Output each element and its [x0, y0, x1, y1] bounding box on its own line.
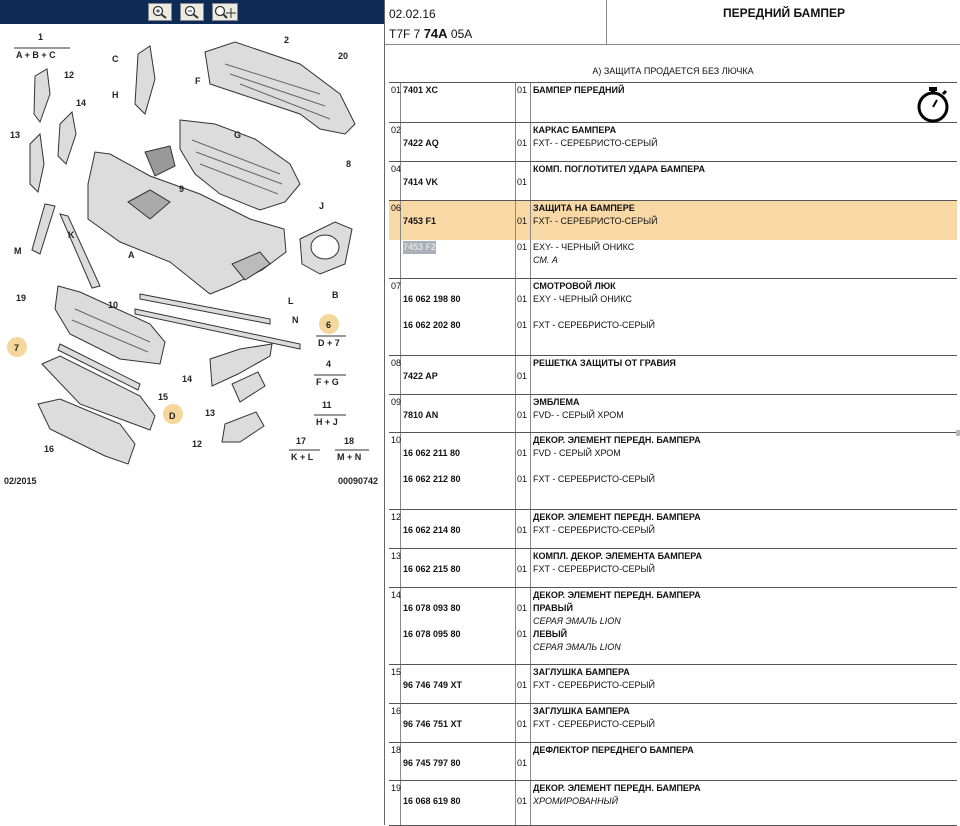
part-number[interactable]: 16 062 215 80: [403, 564, 461, 574]
zoom-out-icon: [184, 5, 200, 19]
label-1: 1: [38, 32, 44, 42]
part-description: РЕШЕТКА ЗАЩИТЫ ОТ ГРАВИЯ: [533, 358, 676, 368]
row-index: 02: [391, 125, 402, 135]
part-number[interactable]: 7414 VK: [403, 177, 439, 187]
row-index: 19: [391, 783, 402, 793]
label-L: L: [288, 296, 294, 306]
table-row[interactable]: [389, 240, 957, 279]
table-row[interactable]: [389, 356, 957, 395]
part-description: FXT - СЕРЕБРИСТО-СЕРЫЙ: [533, 719, 655, 729]
part-description: FXT - СЕРЕБРИСТО-СЕРЫЙ: [533, 320, 655, 330]
label-16: 16: [44, 444, 55, 454]
row-index: 16: [391, 706, 402, 716]
part-description: EXY - ЧЕРНЫЙ ОНИКС: [533, 294, 632, 304]
part-description: FVD- - СЕРЫЙ ХРОМ: [533, 410, 624, 420]
parts-list-panel: [384, 0, 960, 825]
label-2: 2: [284, 35, 290, 45]
row-index: 08: [391, 358, 402, 368]
label-20: 20: [338, 51, 349, 61]
part-description: ЛЕВЫЙ: [533, 629, 568, 639]
row-index: 09: [391, 397, 402, 407]
label-6: 6: [326, 320, 332, 330]
label-4-sub: F + G: [316, 377, 339, 387]
label-M: M: [14, 246, 22, 256]
part-description: ПРАВЫЙ: [533, 603, 573, 613]
table-row[interactable]: [389, 395, 957, 433]
table-row[interactable]: [389, 704, 957, 743]
label-G: G: [234, 130, 242, 140]
label-12: 12: [64, 70, 75, 80]
row-index: 04: [391, 164, 402, 174]
label-6-sub: D + 7: [318, 338, 340, 348]
quantity: 01: [517, 758, 528, 768]
part-number[interactable]: 16 062 212 80: [403, 474, 461, 484]
quantity: 01: [517, 320, 528, 330]
part-description: ДЕКОР. ЭЛЕМЕНТ ПЕРЕДН. БАМПЕРА: [533, 435, 701, 445]
header-code: T7F 7 74A 05A: [389, 26, 473, 41]
part-description: КОМПЛ. ДЕКОР. ЭЛЕМЕНТА БАМПЕРА: [533, 551, 702, 561]
part-number[interactable]: 16 078 095 80: [403, 629, 461, 639]
part-description: FXT - СЕРЕБРИСТО-СЕРЫЙ: [533, 680, 655, 690]
row-index: 12: [391, 512, 402, 522]
part-description: ДЕКОР. ЭЛЕМЕНТ ПЕРЕДН. БАМПЕРА: [533, 783, 701, 793]
part-description: СЕРАЯ ЭМАЛЬ LION: [533, 642, 621, 652]
table-row[interactable]: [389, 201, 957, 240]
label-12b: 12: [192, 439, 203, 449]
label-13b: 13: [205, 408, 216, 418]
part-number[interactable]: 16 078 093 80: [403, 603, 461, 613]
label-11: 11: [322, 400, 332, 410]
part-description: ЗАГЛУШКА БАМПЕРА: [533, 706, 630, 716]
part-description: КАРКАС БАМПЕРА: [533, 125, 617, 135]
frame-shape: [205, 42, 355, 134]
part-description: FXT - СЕРЕБРИСТО-СЕРЫЙ: [533, 474, 655, 484]
quantity: 01: [517, 216, 528, 226]
diagram-ref: 00090742: [338, 476, 379, 486]
part-number[interactable]: 7810 AN: [403, 410, 439, 420]
page-title: ПЕРЕДНИЙ БАМПЕР: [723, 6, 845, 20]
part-number[interactable]: 16 062 202 80: [403, 320, 461, 330]
quantity: 01: [517, 564, 528, 574]
part-number[interactable]: 7422 AP: [403, 371, 438, 381]
part-description: ДЕФЛЕКТОР ПЕРЕДНЕГО БАМПЕРА: [533, 745, 694, 755]
table-row[interactable]: [389, 743, 957, 781]
row-index: 01: [391, 85, 402, 95]
quantity: 01: [517, 85, 528, 95]
label-10: 10: [108, 300, 119, 310]
label-F: F: [195, 76, 201, 86]
part-description: ДЕКОР. ЭЛЕМЕНТ ПЕРЕДН. БАМПЕРА: [533, 590, 701, 600]
header-date: 02.02.16: [389, 7, 436, 21]
part-number[interactable]: 7453 F1: [403, 216, 437, 226]
row-index: 06: [391, 203, 402, 213]
part-number[interactable]: 7453 F2: [403, 242, 437, 252]
quantity: 01: [517, 525, 528, 535]
diagram-date: 02/2015: [4, 476, 37, 486]
part-number[interactable]: 96 745 797 80: [403, 758, 461, 768]
label-1-sub: A + B + C: [16, 50, 56, 60]
part-description: EXY- - ЧЕРНЫЙ ОНИКС: [533, 242, 635, 252]
label-K: K: [68, 230, 75, 240]
label-17: 17: [296, 436, 307, 446]
label-N: N: [292, 315, 299, 325]
table-row[interactable]: [389, 279, 957, 356]
label-4: 4: [326, 359, 332, 369]
part-number[interactable]: 7401 XC: [403, 85, 439, 95]
quantity: 01: [517, 371, 528, 381]
table-row[interactable]: [389, 83, 957, 123]
table-row[interactable]: [389, 162, 957, 201]
row-index: 10: [391, 435, 402, 445]
zoom-pan-button[interactable]: [212, 3, 238, 21]
quantity: 01: [517, 629, 528, 639]
label-13: 13: [10, 130, 21, 140]
row-index: 14: [391, 590, 402, 600]
quantity: 01: [517, 242, 528, 252]
zoom-pan-icon: [214, 5, 236, 19]
label-D: D: [169, 411, 176, 421]
part-description: ЗАЩИТА НА БАМПЕРЕ: [533, 203, 635, 213]
note-text: A) ЗАЩИТА ПРОДАЕТСЯ БЕЗ ЛЮЧКА: [592, 66, 754, 76]
part-description: ЭМБЛЕМА: [533, 397, 580, 407]
zoom-in-icon: [152, 5, 168, 19]
row-index: 15: [391, 667, 402, 677]
scrollbar-marker[interactable]: [956, 430, 960, 436]
quantity: 01: [517, 474, 528, 484]
row-index: 13: [391, 551, 402, 561]
row-index: 18: [391, 745, 402, 755]
label-C: C: [112, 54, 119, 64]
part-description: КОМП. ПОГЛОТИТЕЛ УДАРА БАМПЕРА: [533, 164, 705, 174]
label-8: 8: [346, 159, 352, 169]
part-number[interactable]: 96 746 749 XT: [403, 680, 463, 690]
part-description: FXT - СЕРЕБРИСТО-СЕРЫЙ: [533, 525, 655, 535]
quantity: 01: [517, 410, 528, 420]
parts-table: [389, 82, 957, 825]
quantity: 01: [517, 796, 528, 806]
part-description: FXT - СЕРЕБРИСТО-СЕРЫЙ: [533, 564, 655, 574]
part-description: СЕРАЯ ЭМАЛЬ LION: [533, 616, 621, 626]
quantity: 01: [517, 138, 528, 148]
quantity: 01: [517, 719, 528, 729]
table-row[interactable]: [389, 588, 957, 665]
part-description: ДЕКОР. ЭЛЕМЕНТ ПЕРЕДН. БАМПЕРА: [533, 512, 701, 522]
part-description: ХРОМИРОВАННЫЙ: [533, 796, 619, 806]
diagram-toolbar: [0, 0, 384, 24]
table-row[interactable]: [389, 123, 957, 162]
label-14: 14: [76, 98, 87, 108]
zoom-out-button[interactable]: [180, 3, 204, 21]
label-14b: 14: [182, 374, 193, 384]
label-H: H: [112, 90, 119, 100]
part-description: БАМПЕР ПЕРЕДНИЙ: [533, 85, 625, 95]
exploded-parts-diagram: [0, 24, 384, 494]
table-row[interactable]: [389, 510, 957, 549]
part-description: FXT- - СЕРЕБРИСТО-СЕРЫЙ: [533, 138, 658, 148]
label-B: B: [332, 290, 339, 300]
part-number[interactable]: 16 062 211 80: [403, 448, 461, 458]
label-7: 7: [14, 343, 20, 353]
label-18-sub: M + N: [337, 452, 362, 462]
table-row[interactable]: [389, 665, 957, 704]
diagram-panel: [0, 0, 384, 825]
label-11-sub: H + J: [316, 417, 338, 427]
part-description: СМОТРОВОЙ ЛЮК: [533, 281, 616, 291]
label-A: A: [128, 250, 135, 260]
label-9: 9: [179, 184, 185, 194]
part-description: ЗАГЛУШКА БАМПЕРА: [533, 667, 630, 677]
table-row[interactable]: [389, 781, 957, 826]
part-number[interactable]: 16 062 198 80: [403, 294, 461, 304]
label-19: 19: [16, 293, 27, 303]
zoom-in-button[interactable]: [148, 3, 172, 21]
label-J: J: [319, 201, 325, 211]
quantity: 01: [517, 448, 528, 458]
quantity: 01: [517, 294, 528, 304]
row-index: 07: [391, 281, 402, 291]
part-number[interactable]: 96 746 751 XT: [403, 719, 463, 729]
part-number[interactable]: 16 068 619 80: [403, 796, 461, 806]
part-description: FVD - СЕРЫЙ ХРОМ: [533, 448, 621, 458]
table-row[interactable]: [389, 433, 957, 510]
part-description: СМ. A: [533, 255, 558, 265]
part-number[interactable]: 16 062 214 80: [403, 525, 461, 535]
part-description: FXT- - СЕРЕБРИСТО-СЕРЫЙ: [533, 216, 658, 226]
part-number[interactable]: 7422 AQ: [403, 138, 439, 148]
quantity: 01: [517, 680, 528, 690]
quantity: 01: [517, 603, 528, 613]
label-18: 18: [344, 436, 355, 446]
quantity: 01: [517, 177, 528, 187]
label-15: 15: [158, 392, 169, 402]
stopwatch-icon: [914, 84, 952, 124]
label-17-sub: K + L: [291, 452, 314, 462]
table-row[interactable]: [389, 549, 957, 588]
